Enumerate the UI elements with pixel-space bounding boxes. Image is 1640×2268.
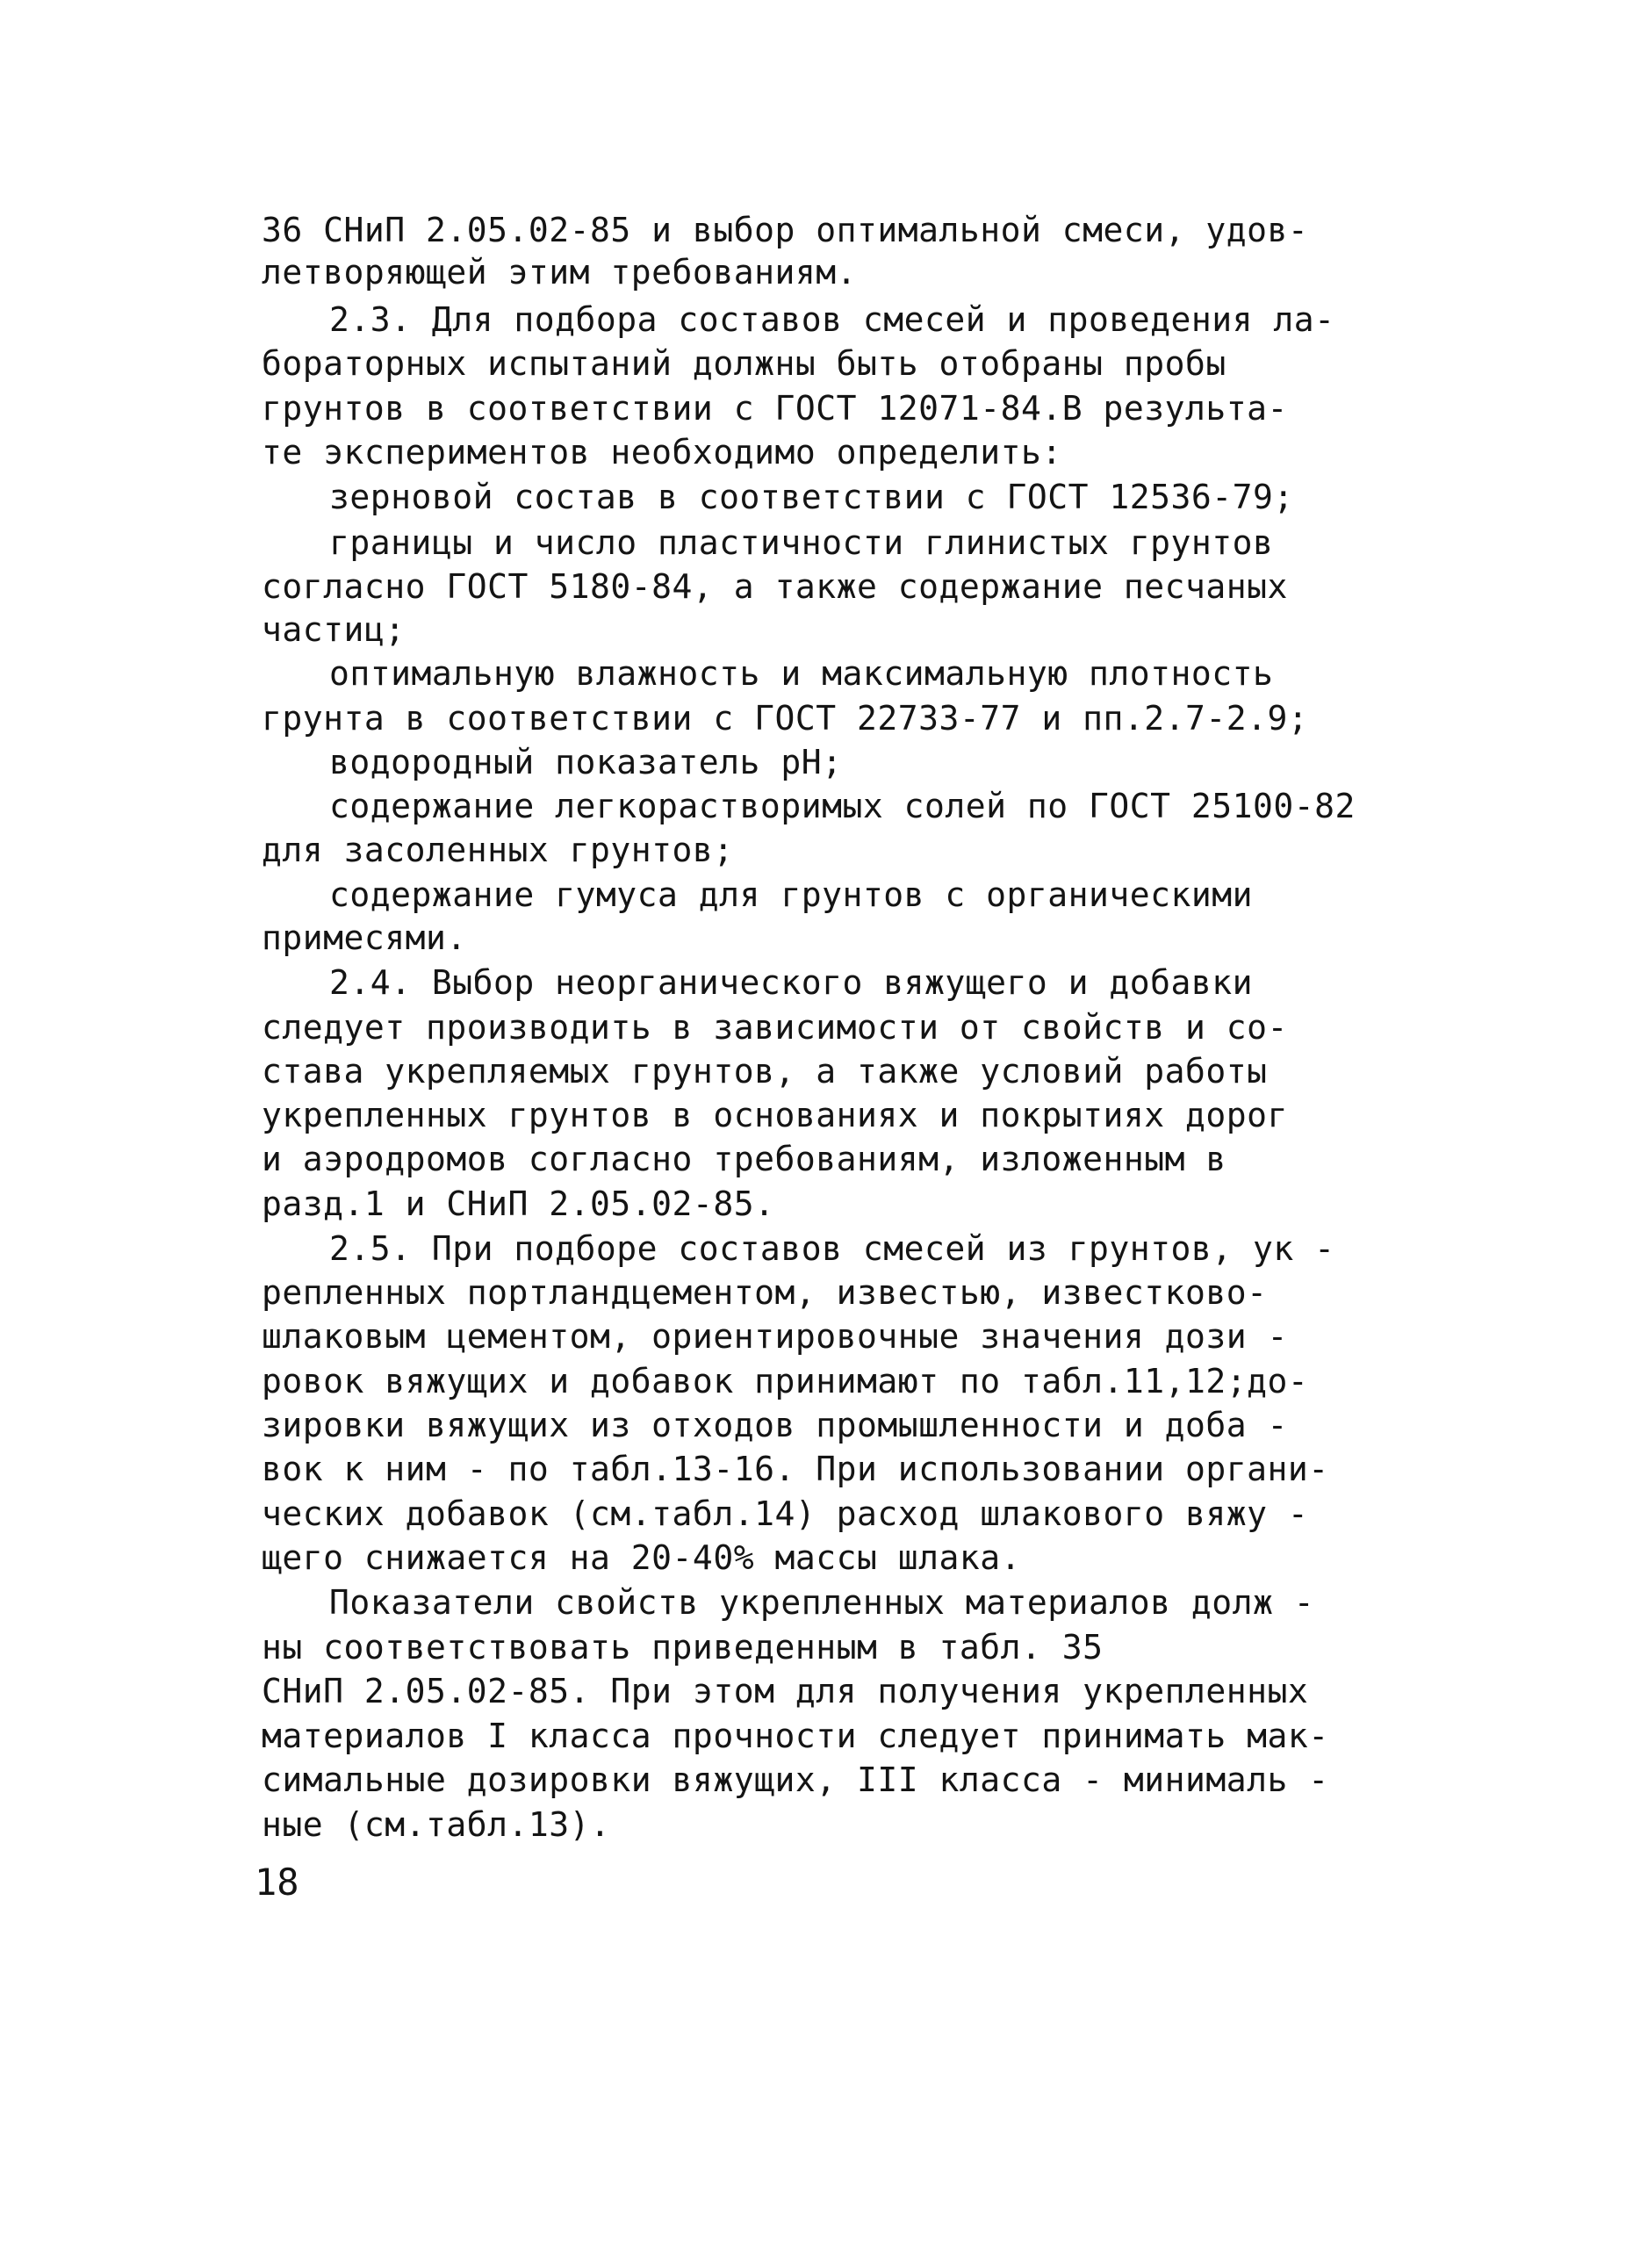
text-line: грунтов в соответствии с ГОСТ 12071-84.В результа- [262, 389, 1288, 428]
text-line: 2.5. При подборе составов смесей из грунтов, ук - [329, 1229, 1335, 1268]
text-line: 2.3. Для подбора составов смесей и проведения ла- [329, 300, 1335, 339]
text-line: 2.4. Выбор неорганического вяжущего и добавки [329, 963, 1254, 1002]
text-line: частиц; [262, 610, 406, 649]
text-line: следует производить в зависимости от свойств и со- [262, 1008, 1288, 1047]
text-line: водородный показатель pH; [329, 743, 843, 781]
text-line: репленных портландцементом, известью, известково- [262, 1273, 1268, 1312]
text-line: зерновой состав в соответствии с ГОСТ 12536-79; [329, 478, 1294, 516]
text-line: оптимальную влажность и максимальную плотность [329, 654, 1274, 693]
text-line: материалов I класса прочности следует принимать мак- [262, 1717, 1329, 1755]
text-line: содержание гумуса для грунтов с органическими [329, 875, 1254, 914]
text-line: 36 СНиП 2.05.02-85 и выбор оптимальной смеси, удов- [262, 211, 1309, 249]
text-line: ные (см.табл.13). [262, 1805, 611, 1844]
text-line: ческих добавок (см.табл.14) расход шлакового вяжу - [262, 1494, 1309, 1533]
text-line: примесями. [262, 918, 467, 957]
text-line: зировки вяжущих из отходов промышленности и доба - [262, 1406, 1288, 1444]
text-line: укрепленных грунтов в основаниях и покрытиях дорог [262, 1096, 1288, 1134]
text-line: содержание легкорастворимых солей по ГОСТ 25100-82 [329, 787, 1356, 825]
text-line: грунта в соответствии с ГОСТ 22733-77 и пп.2.7-2.9; [262, 699, 1309, 738]
text-line: вок к ним - по табл.13-16. При использовании органи- [262, 1450, 1329, 1488]
text-line: бораторных испытаний должны быть отобраны пробы [262, 344, 1226, 383]
text-line: для засоленных грунтов; [262, 831, 734, 869]
text-line: шлаковым цементом, ориентировочные значения дози - [262, 1317, 1288, 1356]
text-line: Показатели свойств укрепленных материалов долж - [329, 1583, 1315, 1622]
text-line: разд.1 и СНиП 2.05.02-85. [262, 1184, 775, 1223]
text-line: границы и число пластичности глинистых грунтов [329, 523, 1274, 562]
text-line: ны соответствовать приведенным в табл. 35 [262, 1628, 1104, 1667]
page-number: 18 [255, 1861, 299, 1904]
text-line: симальные дозировки вяжущих, III класса - минималь - [262, 1760, 1329, 1799]
text-line: СНиП 2.05.02-85. При этом для получения укрепленных [262, 1672, 1309, 1710]
text-line: согласно ГОСТ 5180-84, а также содержание песчаных [262, 567, 1288, 606]
text-line: ровок вяжущих и добавок принимают по табл.11,12;до- [262, 1362, 1309, 1400]
text-line: те экспериментов необходимо определить: [262, 433, 1062, 472]
text-line: летворяющей этим требованиям. [262, 253, 857, 292]
text-line: и аэродромов согласно требованиям, изложенным в [262, 1140, 1226, 1178]
text-line: става укрепляемых грунтов, а также условий работы [262, 1052, 1268, 1091]
text-line: щего снижается на 20-40% массы шлака. [262, 1538, 1021, 1577]
